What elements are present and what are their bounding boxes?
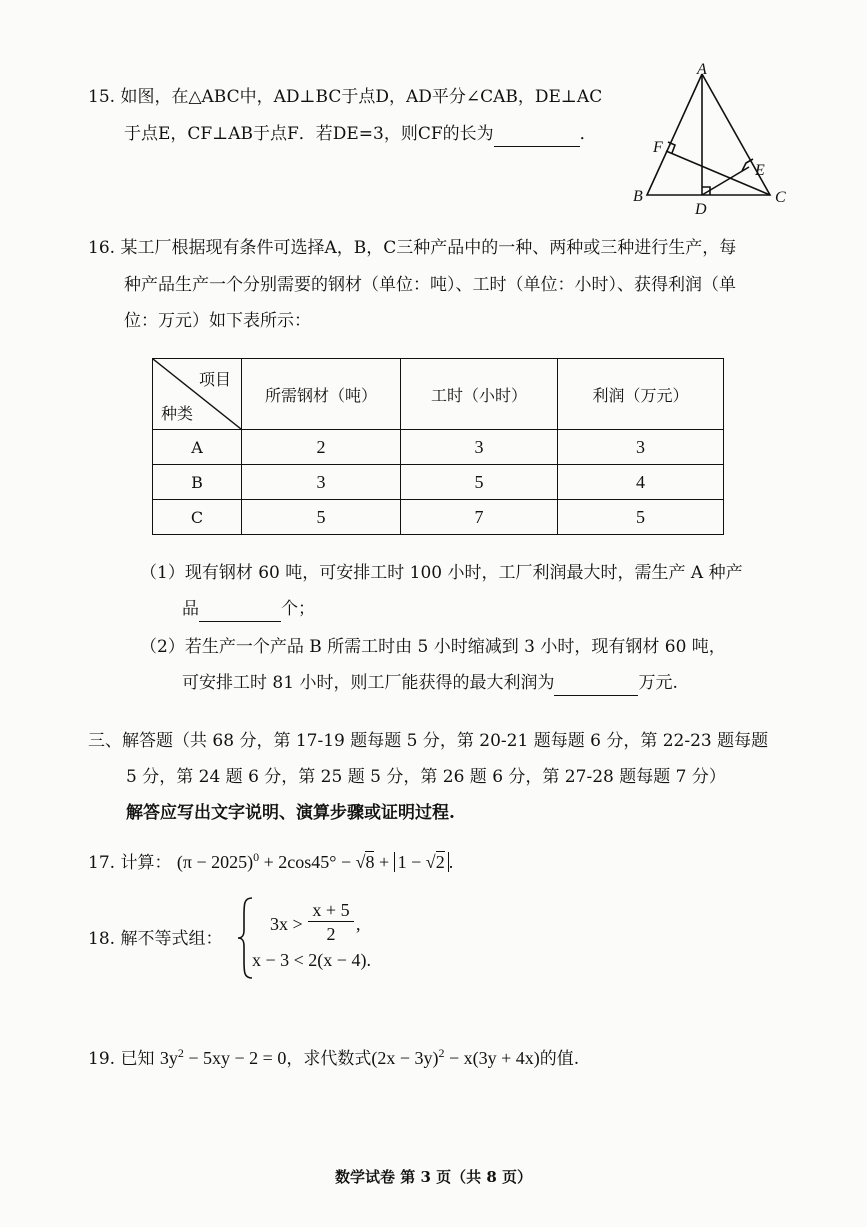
row-hours: 5 [401,465,558,500]
q16-part2-blank[interactable] [554,675,638,696]
q16-part1-suffix: 个； [281,599,315,619]
q19-cond-sup: 2 [177,1046,184,1060]
q17-term-b: + 2cos45° − [259,852,356,872]
q16-text-line1: 某工厂根据现有条件可选择A，B，C三种产品中的一种、两种或三种进行生产，每 [120,238,737,258]
q18-number: 18. [88,929,116,949]
q18-numerator: x + 5 [308,900,354,922]
product-table [152,358,724,535]
row-steel: 2 [242,430,401,465]
q19-number: 19. [88,1049,116,1069]
table-corner-cell [153,359,242,430]
label-C: C [775,189,786,206]
q18-label: 解不等式组： [120,929,223,949]
row-steel: 5 [242,500,401,535]
q16-part1-blank[interactable] [199,601,281,622]
row-kind: A [153,430,242,465]
row-kind: B [153,465,242,500]
header-profit: 利润（万元） [558,359,724,430]
q15-line2 [124,121,597,147]
q19 [88,1040,579,1072]
q19-expr-sup: 2 [438,1046,445,1060]
q16-text-line3: 位：万元）如下表所示： [124,311,311,331]
q19-expression [371,1048,539,1068]
q19-expr-b: − x(3y + 4x) [444,1048,540,1068]
q17-exponent: 0 [253,850,260,864]
q16-part2-line1: （2）若生产一个产品 B 所需工时由 5 小时缩减到 3 小时，现有钢材 60 吨， [140,637,726,657]
q17-end: . [448,852,454,872]
q18-denominator: 2 [326,924,336,944]
q15-number: 15. [88,87,116,107]
label-F: F [653,139,663,156]
q18-ineq2: x − 3 < 2(x − 4). [252,950,371,970]
q15-text-line1: 如图，在△ABC中，AD⊥BC于点D，AD平分∠CAB，DE⊥AC [120,87,603,107]
q17-sqrt2: 2 [435,852,445,872]
q16-part2-line2 [182,670,678,696]
q17-term-c: + [374,852,394,872]
q17-abs-a: 1 − [397,852,426,872]
q17-expression: $(\pi - 2025)^0 + 2\cos 45^\circ - √8 + 1 - √2$ . [176,850,454,872]
q17-number: 17. [88,853,116,873]
q18-ineq1-left: 3x > [270,914,303,934]
q15-period: ． [579,124,597,144]
q15-line1 [88,84,602,110]
label-D: D [695,201,707,218]
label-B: B [633,188,643,205]
row-profit: 5 [558,500,724,535]
table-header-row [153,359,724,430]
q18-label-line [88,926,222,952]
q15-answer-blank[interactable] [494,126,580,147]
q17-abs: 1 − √2 [394,852,449,872]
section3-instructions: 解答应写出文字说明、演算步骤或证明过程. [126,803,455,823]
q19-cond-a: 3y [159,1048,178,1068]
q16-number: 16. [88,238,116,258]
section3-heading-line2: 5 分，第 24 题 6 分，第 25 题 5 分，第 26 题 6 分，第 27-28 题每题 7 分） [126,767,726,787]
row-steel: 3 [242,465,401,500]
q19-condition [160,1048,286,1068]
corner-bottom-label: 种类 [161,404,194,423]
header-steel: 所需钢材（吨） [242,359,401,430]
section3-heading-line1: 三、解答题（共 68 分，第 17-19 题每题 5 分，第 20-21 题每题 6 分，第 22-23 题每题 [88,731,769,751]
q16-part2-suffix: 万元. [638,673,678,693]
q17-term-a: (π − 2025) [176,852,254,872]
q16-line1 [88,235,736,261]
row-profit: 3 [558,430,724,465]
q19-prefix: 已知 [120,1049,160,1069]
table-row [153,500,724,535]
label-E: E [755,162,765,179]
q16-text-line2: 种产品生产一个分别需要的钢材（单位：吨）、工时（单位：小时）、获得利润（单 [124,275,736,295]
triangle-figure [625,62,795,222]
corner-top-label: 项目 [198,370,231,389]
q16-part2-prefix: 可安排工时 81 小时，则工厂能获得的最大利润为 [182,673,555,693]
page-footer: 数学试卷 第 3 页（共 8 页） [335,1168,532,1186]
q16-part1-line1: （1）现有钢材 60 吨，可安排工时 100 小时，工厂利润最大时，需生产 A 种产 [140,563,743,583]
row-hours: 7 [401,500,558,535]
q16-part1-prefix: 品 [182,599,199,619]
q17 [88,844,453,876]
q19-expr-a: (2x − 3y) [371,1048,439,1068]
table-row [153,430,724,465]
row-kind: C [153,500,242,535]
q18-ineq1-end: , [356,914,361,934]
q17-sqrt8: 8 [365,852,375,872]
row-hours: 3 [401,430,558,465]
q15-text-line2: 于点E，CF⊥AB于点F．若DE=3，则CF的长为 [124,124,494,144]
label-A: A [697,62,707,78]
table-row [153,465,724,500]
q16-part1-line2 [182,596,315,622]
row-profit: 4 [558,465,724,500]
q19-cond-b: − 5xy − 2 = 0 [183,1048,287,1068]
q17-label: 计算： [120,853,172,873]
q19-suffix: 的值. [539,1049,580,1069]
header-hours: 工时（小时） [401,359,558,430]
q19-mid: ，求代数式 [286,1049,372,1069]
